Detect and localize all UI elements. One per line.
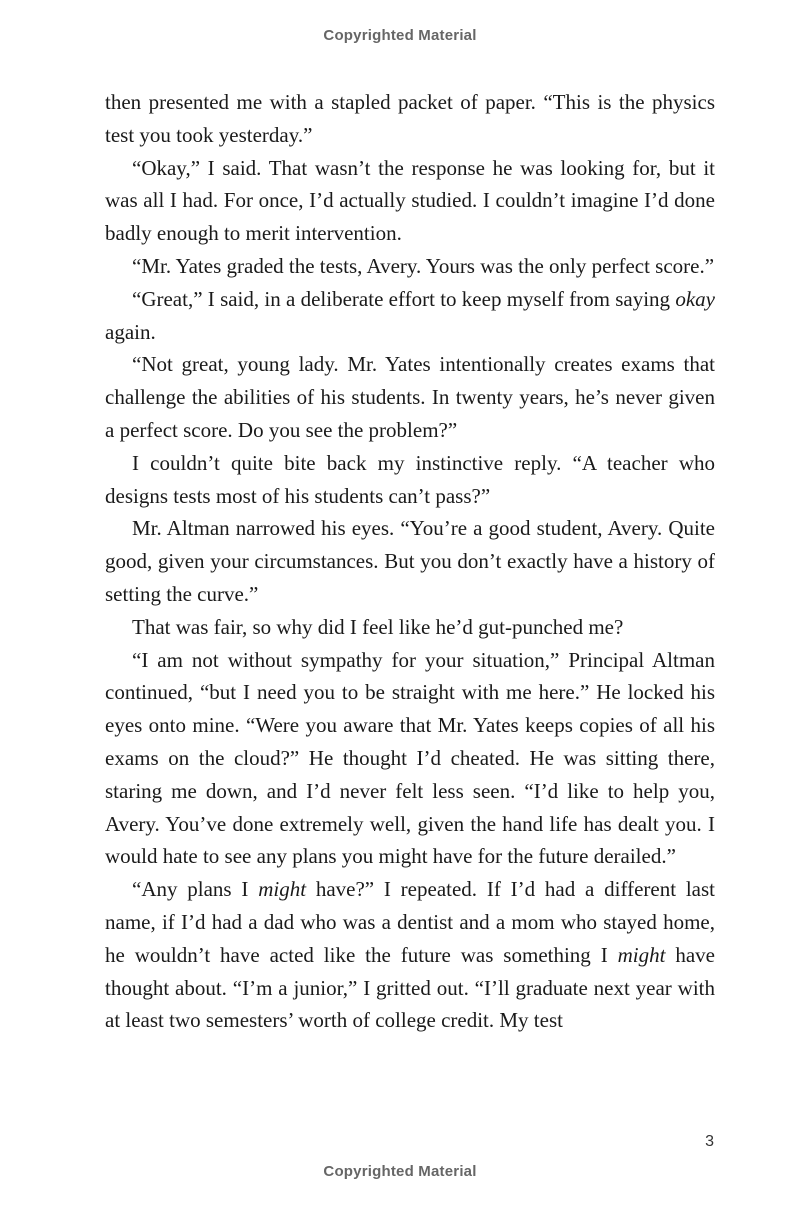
paragraph xyxy=(105,152,715,250)
text-run: have?” I repeated. If I’d had a different last name, if I’d had a dad who was a dentist and a mom who stayed home, he wouldn’t have acted like the future was something I xyxy=(105,877,715,967)
text-run: “Mr. Yates graded the tests, Avery. Yours was the only perfect score.” xyxy=(132,253,715,278)
text-run: again. xyxy=(105,319,156,344)
text-run: “Not great, young lady. Mr. Yates intentionally creates exams that challenge the abilities of his students. In twenty years, he’s never given a perfect score. Do you see the problem?” xyxy=(105,352,715,442)
paragraph xyxy=(105,644,715,874)
text-run: then presented me with a stapled packet of paper. “This is the physics test you took yesterday.” xyxy=(105,90,715,147)
paragraph xyxy=(105,512,715,610)
page-number: 3 xyxy=(705,1133,714,1150)
paragraph xyxy=(105,283,715,349)
paragraph xyxy=(105,250,715,283)
paragraph xyxy=(105,873,715,1037)
paragraph xyxy=(105,447,715,513)
text-run: Mr. Altman narrowed his eyes. “You’re a good student, Avery. Quite good, given your circumstances. But you don’t exactly have a history of setting the curve.” xyxy=(105,516,715,606)
text-run: “Any plans I xyxy=(132,877,259,902)
copyright-watermark-top: Copyrighted Material xyxy=(323,27,477,44)
paragraph xyxy=(105,611,715,644)
text-run: have thought about. “I’m a junior,” I gritted out. “I’ll graduate next year with at least two semesters’ worth of college credit. My test xyxy=(105,942,715,1033)
body-text xyxy=(105,86,715,1037)
paragraph xyxy=(105,348,715,446)
text-run: “I am not without sympathy for your situation,” Principal Altman continued, “but I need you to be straight with me here.” He locked his eyes onto mine. “Were you aware that Mr. Yates keeps copies of all his exams on the cloud?” He thought I’d cheated. He was sitting there, staring me down, and I’d never felt less seen. “I’d like to help you, Avery. You’ve done extremely well, given the hand life has dealt you. I would hate to see any plans you might have for the future derailed.” xyxy=(105,647,715,869)
italic-text: might xyxy=(258,877,307,902)
copyright-watermark-bottom: Copyrighted Material xyxy=(323,1163,477,1180)
text-run: “Great,” I said, in a deliberate effort to keep myself from saying xyxy=(132,286,676,311)
text-run: “Okay,” I said. That wasn’t the response he was looking for, but it was all I had. For once, I’d actually studied. I couldn’t imagine I’d done badly enough to merit intervention. xyxy=(105,155,715,246)
italic-text: might xyxy=(617,942,666,967)
text-run: I couldn’t quite bite back my instinctive reply. “A teacher who designs tests most of his students can’t pass?” xyxy=(105,450,715,508)
paragraph xyxy=(105,86,715,152)
italic-text: okay xyxy=(675,286,715,311)
text-run: That was fair, so why did I feel like he’d gut-punched me? xyxy=(132,614,624,639)
